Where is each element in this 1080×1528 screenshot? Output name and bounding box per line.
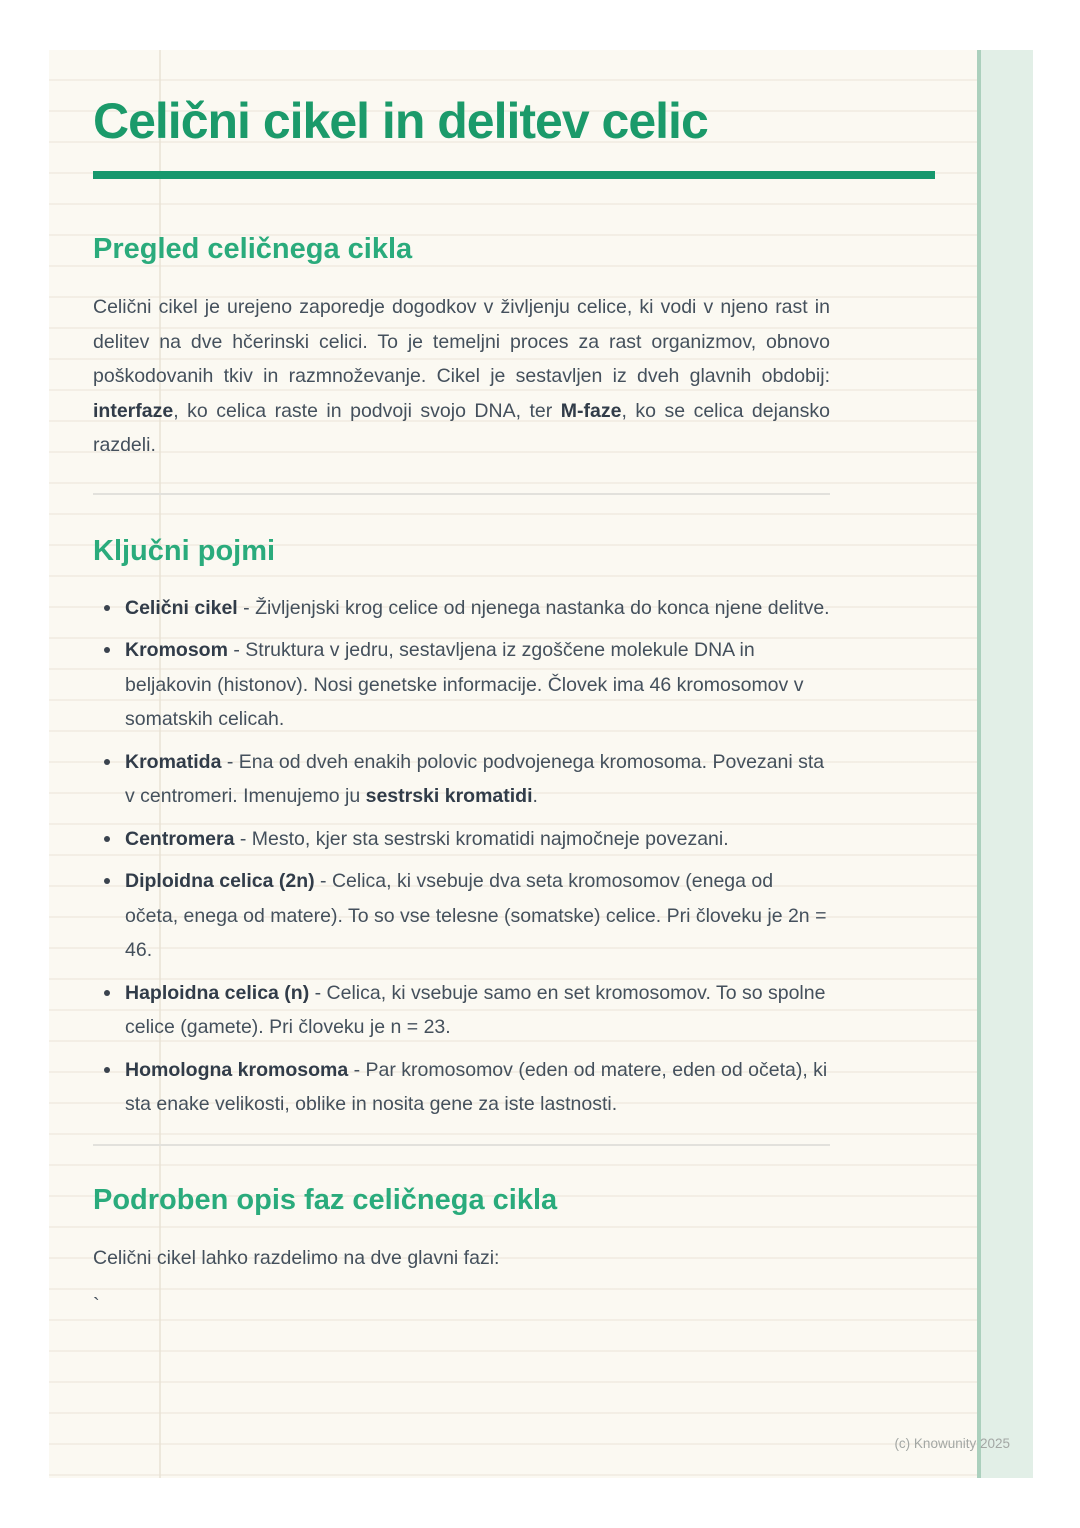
text-run: - Življenjski krog celice od njenega nastanka do konca njene delitve.	[237, 596, 830, 619]
text-run: interfaze	[93, 399, 174, 422]
text-run: sestrski kromatidi	[365, 785, 533, 807]
stray-backtick-character: `	[93, 1295, 100, 1317]
text-run: - Ena od dveh enakih polovic podvojenega kromosoma. Povezani sta v centromeri. Imenujemo ju	[125, 750, 825, 807]
text-run: Celični cikel lahko razdelimo na dve glavni fazi:	[93, 1246, 500, 1269]
text-run: - Struktura v jedru, sestavljena iz zgoščene molekule DNA in beljakovin (histonov). Nosi genetske informacije. Človek ima 46 kromosomov v somatskih celicah.	[125, 639, 804, 730]
list-item	[125, 745, 830, 814]
phases-intro-paragraph	[93, 1241, 830, 1276]
text-run: - Celica, ki vsebuje samo en set kromosomov. To so spolne celice (gamete). Pri človeku je n = 23.	[125, 981, 826, 1038]
right-accent-stripe	[977, 50, 1033, 1478]
key-terms-list	[93, 591, 830, 1122]
section-heading-key-terms: Ključni pojmi	[93, 534, 276, 567]
text-run: Kromosom	[125, 639, 228, 661]
title-underline-bar	[93, 171, 935, 179]
page-title: Celični cikel in delitev celic	[93, 93, 708, 149]
list-item	[125, 864, 830, 968]
watermark-text: (c) Knowunity 2025	[894, 1436, 1010, 1451]
text-run: .	[532, 785, 538, 807]
list-item	[125, 822, 830, 857]
text-run: Kromatida	[125, 750, 222, 773]
document-page	[49, 50, 1033, 1478]
page-content	[93, 50, 830, 1318]
text-run: Centromera	[125, 827, 235, 850]
list-item	[125, 976, 830, 1045]
section-divider	[93, 1144, 830, 1146]
overview-paragraph	[93, 290, 830, 463]
section-heading-overview: Pregled celičnega cikla	[93, 233, 413, 265]
section-heading-phases: Podroben opis faz celičnega cikla	[93, 1183, 558, 1216]
text-run: - Mesto, kjer sta sestrski kromatidi najmočneje povezani.	[234, 827, 729, 850]
section-divider	[93, 493, 830, 495]
text-run: , ko celica raste in podvoji svojo DNA, ter	[173, 399, 561, 422]
text-run: M-faze	[560, 399, 622, 422]
text-run: - Par kromosomov (eden od matere, eden od očeta), ki sta enake velikosti, oblike in nosita gene za iste lastnosti.	[125, 1058, 828, 1115]
text-run: Haploidna celica (n)	[125, 981, 310, 1004]
text-run: Celični cikel je urejeno zaporedje dogodkov v življenju celice, ki vodi v njeno rast in delitev na dve hčerinski celici. To je temeljni proces za rast organizmov, obnovo poškodovanih tkiv in razmnoževanje. Cikel je sestavljen iz dveh glavnih obdobij:	[93, 296, 830, 387]
list-item	[125, 633, 830, 737]
list-item	[125, 1053, 830, 1122]
text-run: Diploidna celica (2n)	[125, 870, 315, 892]
text-run: Celični cikel	[125, 596, 238, 619]
text-run: - Celica, ki vsebuje dva seta kromosomov (enega od očeta, enega od matere). To so vse telesne (somatske) celice. Pri človeku je 2n = 46.	[125, 870, 827, 961]
text-run: , ko se celica dejansko razdeli.	[93, 399, 830, 456]
list-item	[125, 591, 830, 626]
text-run: Homologna kromosoma	[125, 1058, 349, 1081]
